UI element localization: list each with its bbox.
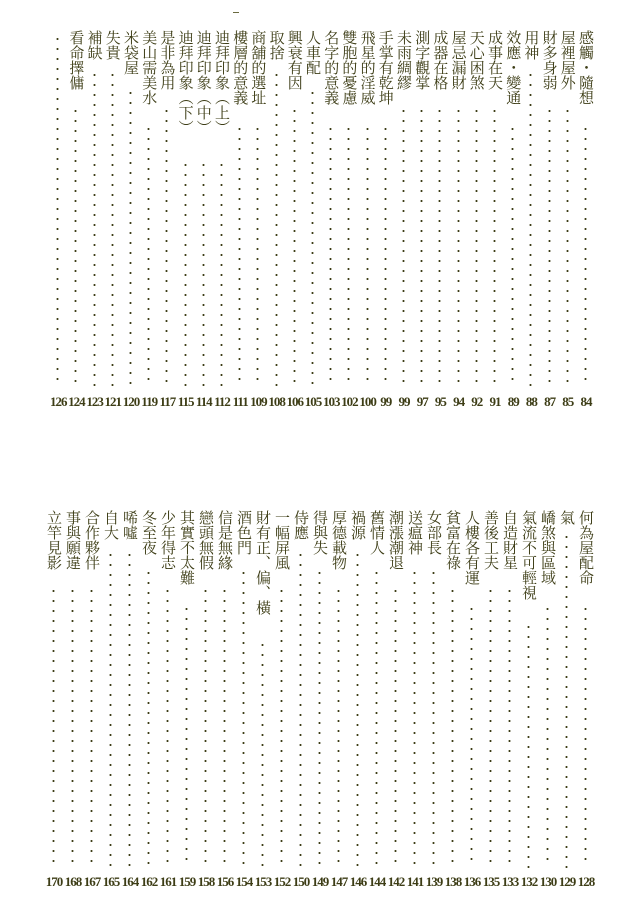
toc-entry[interactable]	[104, 30, 122, 410]
leader-dots	[56, 34, 59, 388]
leader-dots	[318, 568, 321, 868]
toc-entry-title: 貧富在祿	[444, 510, 462, 570]
toc-entry-title: 屋裡屋外	[558, 30, 577, 90]
toc-entry-title: 米袋屋	[122, 30, 140, 75]
leader-dots	[74, 106, 77, 388]
toc-entry[interactable]	[444, 510, 462, 890]
toc-entry-title: 一幅屏風	[273, 510, 291, 570]
leader-dots	[184, 160, 187, 388]
leader-dots	[129, 88, 132, 388]
toc-entry-title: 財多身弱	[540, 30, 559, 90]
toc-entry-title: 補缺	[85, 30, 104, 60]
leader-dots	[511, 124, 514, 388]
toc-entry[interactable]	[177, 30, 195, 410]
toc-entry-title: 自造財星	[501, 510, 519, 570]
leader-dots	[128, 550, 131, 868]
toc-entry-title: 冬至夜	[140, 510, 158, 555]
leader-dots	[375, 568, 378, 868]
toc-entry-page: 109	[250, 394, 267, 409]
toc-entry-title: 舊情人	[368, 510, 386, 555]
toc-entry-page: 170	[45, 874, 63, 889]
toc-entry-page: 95	[434, 394, 446, 409]
leader-dots	[337, 586, 340, 868]
toc-entry[interactable]	[268, 30, 286, 410]
leader-dots	[566, 106, 569, 388]
leader-dots	[432, 568, 435, 868]
toc-entry[interactable]	[102, 510, 120, 890]
leader-dots	[275, 70, 278, 388]
toc-entry-page: 150	[292, 874, 310, 889]
top-mark	[233, 12, 239, 13]
toc-entry-title: 氣流不可輕視	[520, 510, 538, 600]
leader-dots	[565, 532, 568, 868]
toc-entry[interactable]	[468, 30, 486, 410]
toc-entry[interactable]	[121, 510, 139, 890]
leader-dots	[366, 124, 369, 388]
toc-entry-page: 117	[159, 394, 176, 409]
toc-entry-page: 165	[102, 874, 120, 889]
toc-entry-page: 123	[86, 394, 103, 409]
toc-block-top	[0, 30, 617, 410]
toc-entry[interactable]	[377, 30, 395, 410]
toc-entry-page: 85	[562, 394, 574, 409]
toc-entry[interactable]	[249, 30, 267, 410]
toc-entry-title: 何為屋配命	[577, 510, 595, 585]
toc-entry-page: 135	[482, 874, 500, 889]
toc-entry-page: 147	[330, 874, 348, 889]
toc-entry[interactable]	[235, 510, 253, 890]
toc-entry-page: 120	[122, 394, 140, 409]
toc-entry[interactable]	[304, 30, 322, 410]
toc-entry-page: 139	[425, 874, 443, 889]
toc-entry-title: 財有正、偏、橫	[254, 510, 272, 615]
toc-entry-title: 潮漲潮退	[387, 510, 405, 570]
toc-entry[interactable]	[431, 30, 449, 410]
toc-entry[interactable]	[413, 30, 431, 410]
toc-entry[interactable]	[349, 510, 367, 890]
toc-entry[interactable]	[254, 510, 272, 890]
toc-entry[interactable]	[195, 30, 213, 410]
leader-dots	[202, 160, 205, 388]
leader-dots	[413, 568, 416, 868]
toc-entry[interactable]	[64, 510, 82, 890]
toc-entry-title: 成事在天	[486, 30, 504, 90]
toc-entry-page: 88	[525, 394, 537, 409]
leader-dots	[52, 586, 55, 868]
toc-block-bottom	[0, 510, 617, 890]
toc-entry-title: 美山需美水	[140, 30, 159, 105]
toc-entry-title: 善後工夫	[482, 510, 500, 570]
toc-entry[interactable]	[86, 30, 104, 410]
toc-entry-page: 153	[254, 874, 272, 889]
toc-entry-title: 人車配	[304, 30, 322, 75]
toc-entry[interactable]	[45, 510, 63, 890]
toc-entry-page: 158	[197, 874, 215, 889]
toc-entry[interactable]	[197, 510, 215, 890]
toc-entry-page: 132	[520, 874, 538, 889]
toc-entry-title: 屋忌漏財	[449, 30, 468, 90]
leader-dots	[584, 604, 587, 868]
toc-entry-title: 失貴	[103, 30, 122, 60]
toc-entry[interactable]	[273, 510, 291, 890]
toc-entry-page: 161	[159, 874, 177, 889]
toc-entry[interactable]	[541, 30, 559, 410]
toc-entry[interactable]	[486, 30, 504, 410]
toc-entry-page: 164	[121, 874, 139, 889]
toc-entry-page: 152	[273, 874, 291, 889]
toc-entry-title: 飛星的淫威	[358, 30, 377, 105]
toc-entry-title: 是非為用	[158, 30, 177, 90]
toc-entry[interactable]	[292, 510, 310, 890]
toc-entry[interactable]	[340, 30, 358, 410]
toc-entry-title: 事與願違	[64, 510, 82, 570]
toc-entry-title: 測字觀掌	[413, 30, 432, 90]
toc-entry-title: 合作夥伴	[83, 510, 101, 570]
toc-entry-title: 立竿見影	[45, 510, 63, 570]
toc-entry[interactable]	[83, 510, 101, 890]
toc-entry-title: 樓層的意義	[231, 30, 250, 105]
leader-dots	[384, 124, 387, 388]
toc-entry[interactable]	[178, 510, 196, 890]
leader-dots	[529, 70, 532, 388]
leader-dots	[261, 640, 264, 868]
toc-entry-title: 取捨	[267, 30, 286, 60]
toc-entry-title: 自大	[102, 510, 120, 540]
toc-entry-page: 106	[286, 394, 304, 409]
toc-entry-title: 信是無緣	[216, 510, 234, 570]
leader-dots	[527, 622, 530, 868]
toc-entry-title: 侍應	[292, 510, 310, 540]
toc-entry[interactable]	[425, 510, 443, 890]
toc-entry[interactable]	[359, 30, 377, 410]
toc-entry[interactable]	[520, 510, 538, 890]
toc-entry-page: 105	[304, 394, 322, 409]
leader-dots	[280, 586, 283, 868]
toc-entry-page: 100	[359, 394, 376, 409]
leader-dots	[166, 586, 169, 868]
toc-entry[interactable]	[406, 510, 424, 890]
toc-entry-page: 112	[214, 394, 230, 409]
toc-entry-page: 103	[322, 394, 340, 409]
toc-entry-title: 少年得志	[159, 510, 177, 570]
toc-entry-title: 人樓各有運	[463, 510, 481, 585]
toc-entry[interactable]	[368, 510, 386, 890]
toc-entry[interactable]	[311, 510, 329, 890]
leader-dots	[489, 586, 492, 868]
toc-entry[interactable]	[577, 510, 595, 890]
toc-entry-title: 用神	[522, 30, 541, 60]
toc-entry-page: 111	[232, 394, 248, 409]
toc-entry[interactable]	[463, 510, 481, 890]
toc-entry-title: 迪拜印象（上）	[213, 30, 231, 135]
toc-entry-title: 戀頭無假	[197, 510, 215, 570]
leader-dots	[111, 70, 114, 388]
toc-entry-page: 162	[140, 874, 158, 889]
toc-entry-title: 厚德載物	[330, 510, 348, 570]
toc-entry-title: 商舖的選址	[249, 30, 268, 105]
toc-entry[interactable]	[559, 30, 577, 410]
toc-entry-title: 送瘟神	[406, 510, 424, 555]
leader-dots	[238, 124, 241, 388]
toc-entry[interactable]	[158, 30, 176, 410]
leader-dots	[147, 568, 150, 868]
leader-dots	[220, 160, 223, 388]
leader-dots	[508, 586, 511, 868]
toc-entry[interactable]	[482, 510, 500, 890]
toc-entry-title: 酒色門	[235, 510, 253, 555]
toc-entry[interactable]	[395, 30, 413, 410]
toc-entry-title: 看命擇傭	[67, 30, 86, 90]
toc-entry-page: 84	[580, 394, 592, 409]
toc-entry[interactable]	[504, 30, 522, 410]
toc-entry-page: 99	[398, 394, 410, 409]
leader-dots	[457, 106, 460, 388]
leader-dots	[470, 604, 473, 868]
toc-entry[interactable]	[231, 30, 249, 410]
leader-dots	[546, 604, 549, 868]
toc-entry-page: 159	[178, 874, 196, 889]
toc-entry-title: 雙胞的憂慮	[340, 30, 359, 105]
toc-entry-page: 156	[216, 874, 234, 889]
leader-dots	[347, 124, 350, 388]
leader-dots	[165, 106, 168, 388]
leader-dots	[256, 124, 259, 388]
leader-dots	[242, 568, 245, 868]
toc-entry-title: 氣	[558, 510, 576, 525]
toc-entry-page: 141	[406, 874, 424, 889]
toc-entry[interactable]	[286, 30, 304, 410]
toc-entry-title: 成器在格	[431, 30, 450, 90]
toc-entry-page: 115	[177, 394, 194, 409]
toc-entry-page: 128	[577, 874, 595, 889]
toc-entry-page: 126	[49, 394, 67, 409]
toc-entry-title: 未雨綢繆	[395, 30, 413, 90]
toc-entry[interactable]	[49, 30, 67, 410]
leader-dots	[584, 124, 587, 388]
toc-entry[interactable]	[577, 30, 595, 410]
toc-entry[interactable]	[213, 30, 231, 410]
toc-entry-title: 手掌有乾坤	[376, 30, 395, 105]
toc-entry-page: 138	[444, 874, 462, 889]
leader-dots	[299, 550, 302, 868]
toc-entry-title: 嶠煞與區域	[539, 510, 557, 585]
leader-dots	[475, 106, 478, 388]
toc-entry-page: 94	[453, 394, 465, 409]
toc-entry-page: 146	[349, 874, 367, 889]
toc-entry-title: 興衰有因	[285, 30, 304, 90]
leader-dots	[420, 106, 423, 388]
leader-dots	[293, 106, 296, 388]
toc-entry-title: 效應・變通	[504, 30, 523, 105]
leader-dots	[71, 586, 74, 868]
toc-entry[interactable]	[539, 510, 557, 890]
toc-entry[interactable]	[501, 510, 519, 890]
toc-entry[interactable]	[387, 510, 405, 890]
toc-entry-page: 142	[387, 874, 405, 889]
toc-entry-page: 133	[501, 874, 519, 889]
toc-entry-title: 迪拜印象（中）	[194, 30, 213, 135]
toc-entry-title: 唏噓	[121, 510, 139, 540]
toc-entry-title: 天心困煞	[467, 30, 486, 90]
leader-dots	[438, 106, 441, 388]
toc-entry[interactable]	[216, 510, 234, 890]
toc-entry[interactable]	[122, 30, 140, 410]
toc-entry[interactable]	[450, 30, 468, 410]
toc-entry-title: 名字的意義	[322, 30, 341, 105]
leader-dots	[93, 70, 96, 388]
toc-entry-page: 154	[235, 874, 253, 889]
toc-entry-title: 得與失	[311, 510, 329, 555]
toc-entry-page: 108	[268, 394, 285, 409]
toc-entry-page: 89	[507, 394, 519, 409]
toc-entry-page: 91	[489, 394, 501, 409]
toc-entry-page: 136	[463, 874, 481, 889]
toc-entry-page: 119	[141, 394, 158, 409]
leader-dots	[204, 586, 207, 868]
leader-dots	[90, 586, 93, 868]
toc-entry-page: 97	[416, 394, 428, 409]
leader-dots	[329, 124, 332, 388]
toc-entry[interactable]	[140, 510, 158, 890]
leader-dots	[109, 550, 112, 868]
toc-entry[interactable]	[159, 510, 177, 890]
toc-entry-page: 87	[544, 394, 556, 409]
toc-entry[interactable]	[522, 30, 540, 410]
leader-dots	[548, 106, 551, 388]
toc-entry-page: 121	[104, 394, 122, 409]
toc-entry-title: 其實不太難	[178, 510, 196, 585]
toc-entry-page: 129	[558, 874, 576, 889]
leader-dots	[185, 604, 188, 868]
toc-entry-title: 女部長	[425, 510, 443, 555]
toc-entry[interactable]	[330, 510, 348, 890]
toc-entry-title: 禍源	[349, 510, 367, 540]
leader-dots	[493, 106, 496, 388]
toc-entry-page: 168	[64, 874, 82, 889]
leader-dots	[223, 586, 226, 868]
toc-entry-page: 167	[83, 874, 101, 889]
toc-entry[interactable]	[322, 30, 340, 410]
leader-dots	[356, 550, 359, 868]
toc-entry[interactable]	[558, 510, 576, 890]
toc-entry-page: 99	[380, 394, 392, 409]
leader-dots	[311, 88, 314, 388]
toc-entry-page: 130	[539, 874, 557, 889]
leader-dots	[147, 124, 150, 388]
toc-entry-page: 102	[341, 394, 358, 409]
toc-entry-page: 114	[195, 394, 212, 409]
toc-entry-title: 感觸・隨想	[577, 30, 595, 105]
toc-entry-page: 92	[471, 394, 483, 409]
toc-entry-page: 144	[368, 874, 386, 889]
toc-entry-page: 124	[68, 394, 85, 409]
toc-entry[interactable]	[67, 30, 85, 410]
toc-entry-page: 149	[311, 874, 329, 889]
toc-entry-title: 迪拜印象（下）	[176, 30, 195, 135]
leader-dots	[394, 586, 397, 868]
leader-dots	[402, 106, 405, 388]
leader-dots	[451, 586, 454, 868]
toc-entry[interactable]	[140, 30, 158, 410]
